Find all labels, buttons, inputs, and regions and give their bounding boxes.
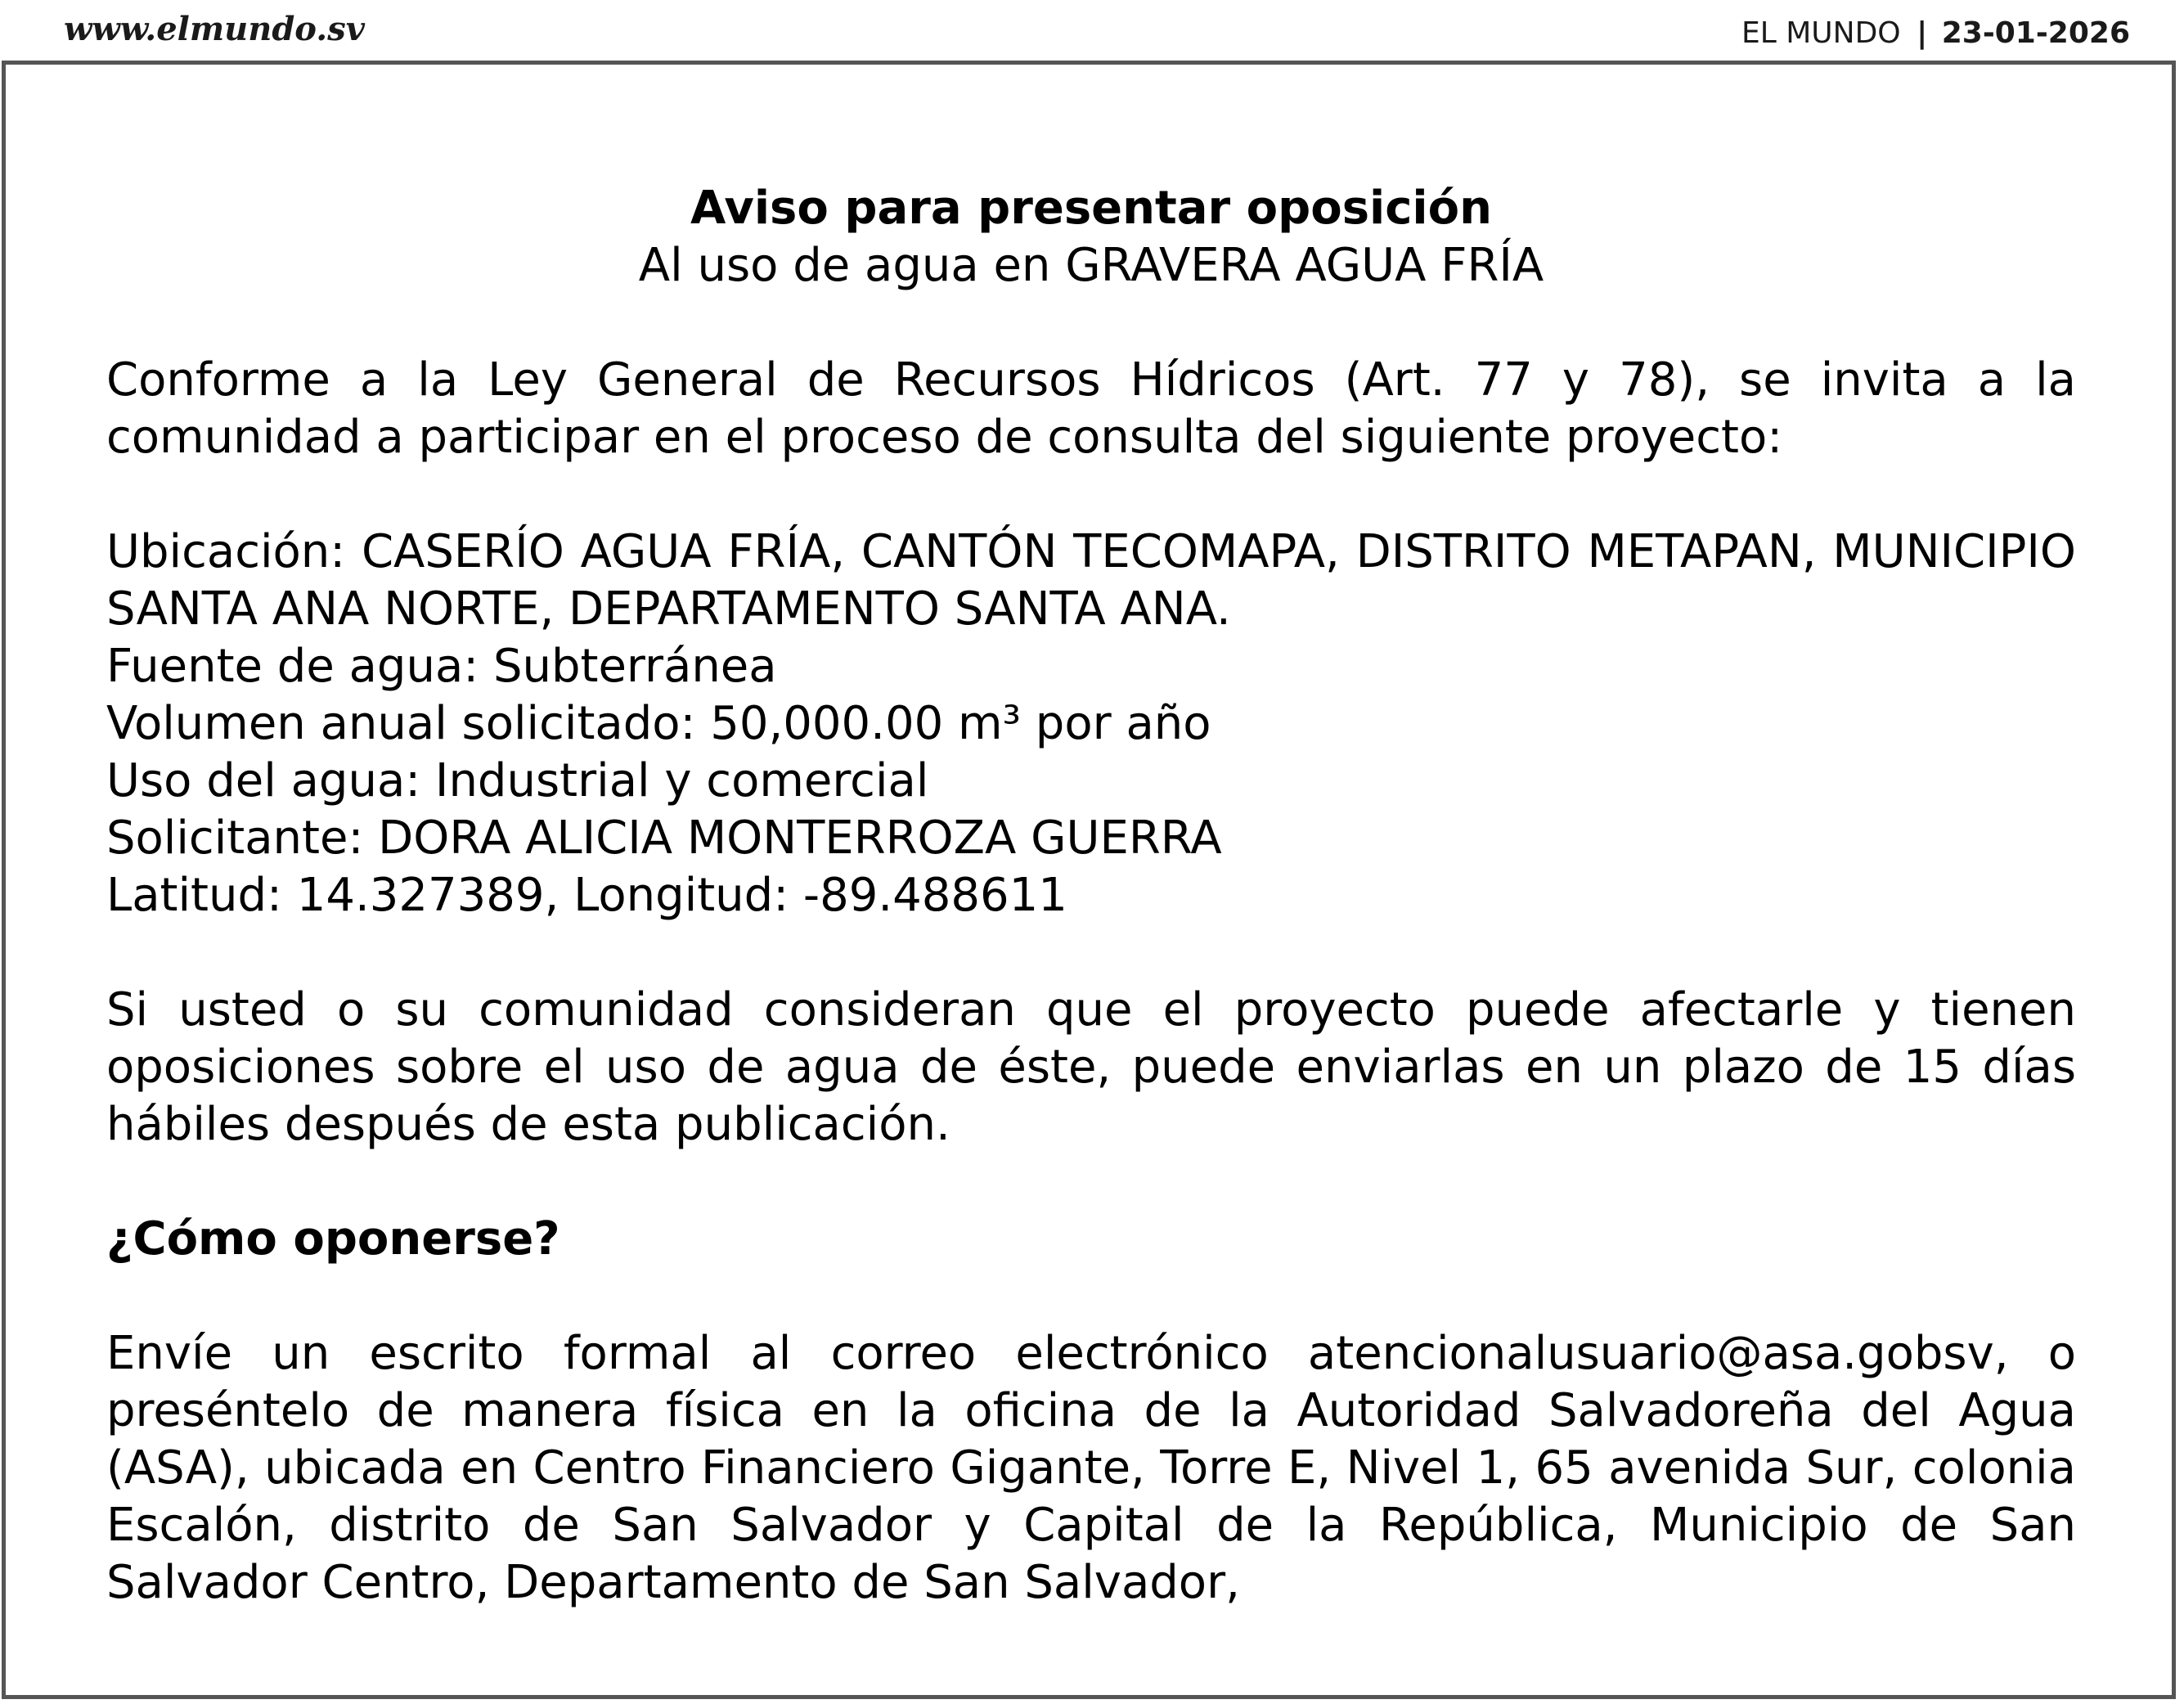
intro-paragraph: Conforme a la Ley General de Recursos Hídricos (Art. 77 y 78), se invita a la comunidad a participar en el proceso de consulta del siguiente proyecto: bbox=[106, 353, 2076, 464]
spacer bbox=[106, 466, 2076, 524]
spacer bbox=[106, 294, 2076, 352]
publication-date: 23-01-2026 bbox=[1941, 16, 2130, 50]
detail-fuente: Fuente de agua: Subterránea bbox=[106, 640, 777, 693]
detail-coordenadas: Latitud: 14.327389, Longitud: -89.488611 bbox=[106, 869, 1067, 922]
detail-uso: Uso del agua: Industrial y comercial bbox=[106, 754, 929, 807]
opposition-paragraph: Si usted o su comunidad consideran que el proyecto puede afectarle y tienen oposiciones sobre el uso de agua de éste, puede enviarlas en un plazo de 15 días hábiles después de esta publicación. bbox=[106, 983, 2076, 1151]
notice-content bbox=[106, 123, 2076, 1612]
spacer bbox=[106, 1153, 2076, 1211]
publication-name: EL MUNDO bbox=[1741, 16, 1901, 50]
masthead bbox=[1741, 16, 2130, 50]
spacer bbox=[106, 1268, 2076, 1325]
notice-title: Aviso para presentar oposición bbox=[690, 182, 1492, 235]
site-url: www.elmundo.sv bbox=[64, 10, 365, 48]
how-to-oppose-paragraph: Envíe un escrito formal al correo electrónico atencionalusuario@asa.gobsv, o preséntelo de manera física en la oficina de la Autoridad Salvadoreña del Agua (ASA), ubicada en Centro Financiero Gigante, Torre E, Nivel 1, 65 avenida Sur, colonia Escalón, distrito de San Salvador y Capital de la República, Municipio de San Salvador Centro, Departamento de San Salvador, bbox=[106, 1327, 2076, 1609]
spacer bbox=[106, 924, 2076, 982]
how-to-oppose-heading: ¿Cómo oponerse? bbox=[106, 1212, 560, 1266]
detail-ubicacion: Ubicación: CASERÍO AGUA FRÍA, CANTÓN TECOMAPA, DISTRITO METAPAN, MUNICIPIO SANTA ANA NORTE, DEPARTAMENTO SANTA ANA. bbox=[106, 525, 2076, 636]
detail-solicitante: Solicitante: DORA ALICIA MONTERROZA GUERRA bbox=[106, 812, 1222, 865]
detail-volumen: Volumen anual solicitado: 50,000.00 m³ por año bbox=[106, 697, 1211, 750]
notice-subtitle: Al uso de agua en GRAVERA AGUA FRÍA bbox=[638, 239, 1544, 292]
page-header bbox=[0, 0, 2184, 62]
masthead-separator: | bbox=[1917, 16, 1928, 50]
